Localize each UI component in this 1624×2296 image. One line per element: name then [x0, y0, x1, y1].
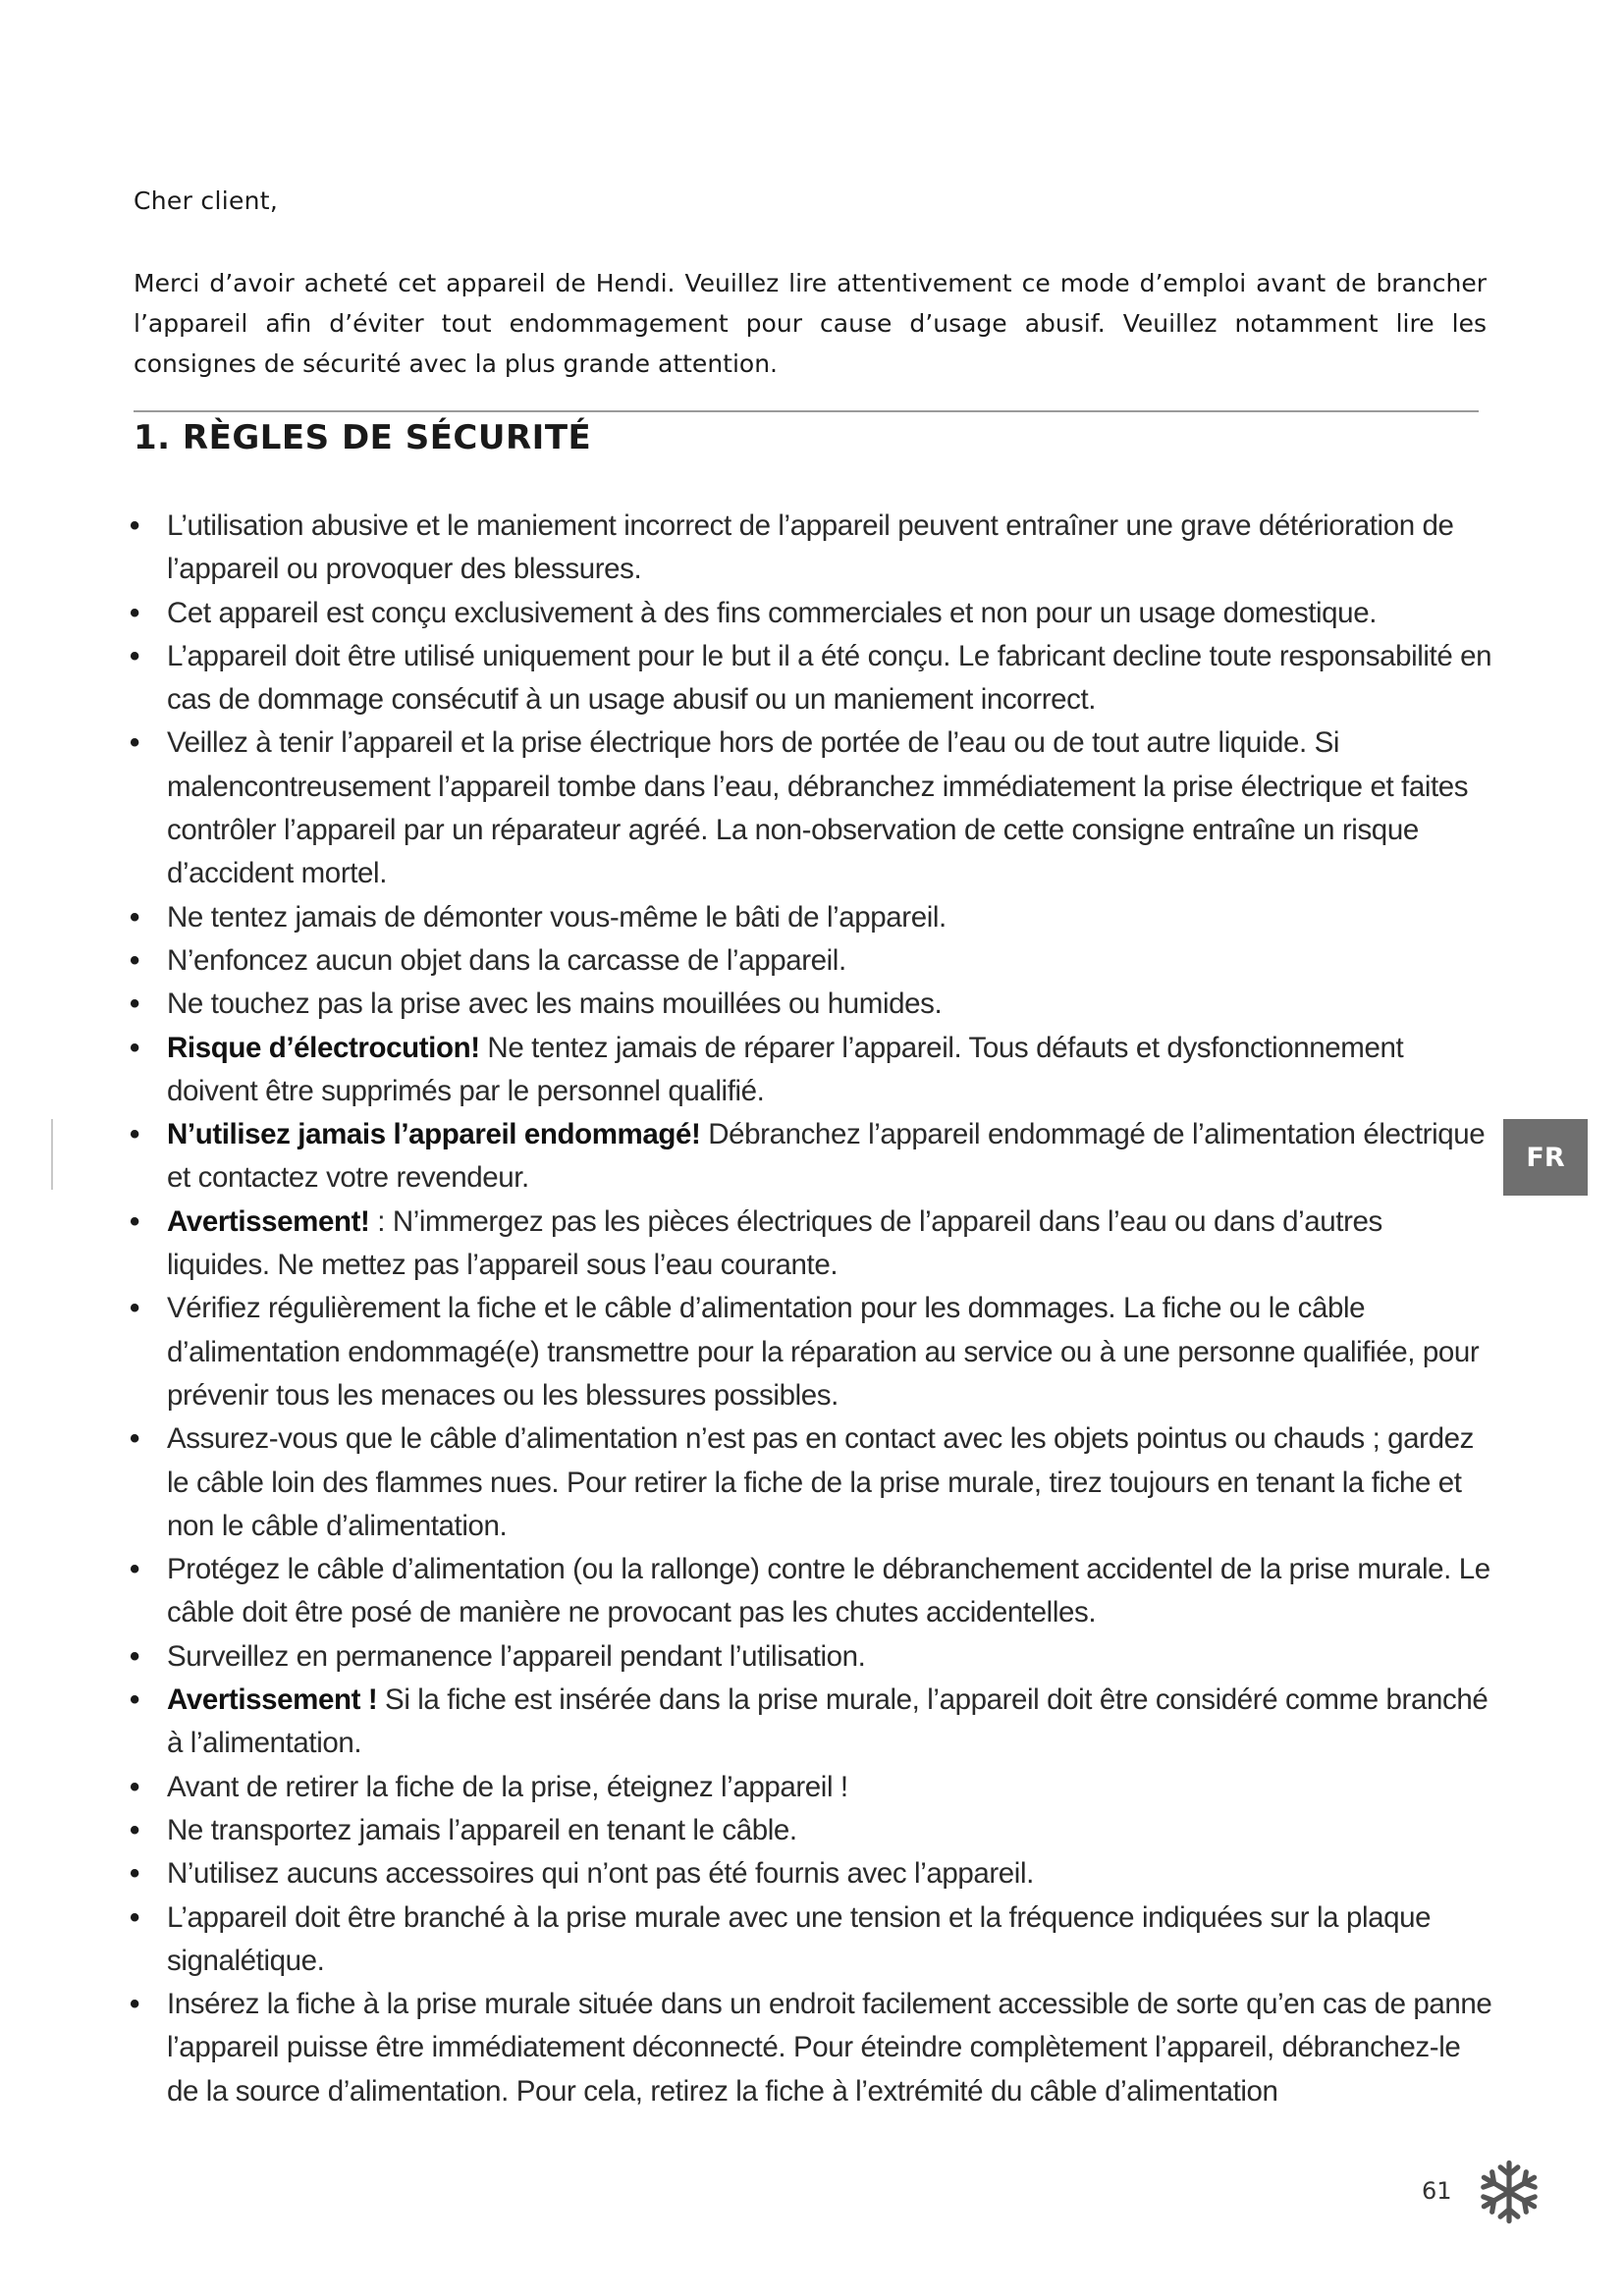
safety-rule-item: [128, 983, 1492, 1026]
section-title: 1. RÈGLES DE SÉCURITÉ: [134, 418, 592, 457]
safety-rule-item: [128, 1201, 1492, 1288]
rule-emphasis: Avertissement!: [167, 1204, 370, 1238]
bullet-icon: •: [130, 1031, 139, 1064]
greeting: Cher client,: [134, 187, 279, 215]
bullet-icon: •: [130, 509, 139, 542]
safety-rule-item: [128, 721, 1492, 895]
bullet-icon: •: [130, 596, 139, 629]
safety-rule-item: [128, 896, 1492, 939]
section-divider: [134, 410, 1479, 412]
bullet-icon: •: [130, 1292, 139, 1325]
safety-rule-item: [128, 635, 1492, 722]
rule-text: Insérez la fiche à la prise murale située dans un endroit facilement accessible de sorte qu’en cas de panne l’appareil puisse être immédiatement déconnecté. Pour éteindre complètement l’appareil, débranchez-le de la source d’alimentation. Pour cela, retirez la fiche à l’extrémité du câble d’alimentation: [167, 1988, 1492, 2108]
language-tab: FR: [1503, 1119, 1588, 1196]
safety-rule-item: [128, 1548, 1492, 1635]
rule-text: Veillez à tenir l’appareil et la prise électrique hors de portée de l’eau ou de tout autre liquide. Si malencontreusement l’appareil tombe dans l’eau, débranchez immédiatement la prise électrique et faites contrôler l’appareil par un réparateur agréé. La non-observation de cette consigne entraîne un risque d’accident mortel.: [167, 726, 1469, 890]
rule-text: Cet appareil est conçu exclusivement à des fins commerciales et non pour un usage domestique.: [167, 596, 1377, 629]
bullet-icon: •: [130, 1422, 139, 1456]
rule-text: Vérifiez régulièrement la fiche et le câble d’alimentation pour les dommages. La fiche ou le câble d’alimentation endommagé(e) transmettre pour la réparation au service ou à une personne qualifiée, pour prévenir tous les menaces ou les blessures possibles.: [167, 1292, 1480, 1412]
rule-emphasis: N’utilisez jamais l’appareil endommagé!: [167, 1118, 701, 1151]
page-number: 61: [1422, 2177, 1452, 2205]
bullet-icon: •: [130, 1900, 139, 1934]
margin-mark: [51, 1119, 53, 1190]
bullet-icon: •: [130, 1813, 139, 1846]
rule-text: L’utilisation abusive et le maniement incorrect de l’appareil peuvent entraîner une grave détérioration de l’appareil ou provoquer des blessures.: [167, 509, 1454, 586]
bullet-icon: •: [130, 1639, 139, 1673]
safety-rule-item: [128, 1766, 1492, 1809]
bullet-icon: •: [130, 900, 139, 934]
bullet-icon: •: [130, 943, 139, 977]
rule-text: Surveillez en permanence l’appareil pendant l’utilisation.: [167, 1639, 866, 1673]
rule-emphasis: Avertissement !: [167, 1683, 378, 1717]
rule-text: Ne touchez pas la prise avec les mains mouillées ou humides.: [167, 988, 943, 1021]
bullet-icon: •: [130, 988, 139, 1021]
rule-text: Assurez-vous que le câble d’alimentation n’est pas en contact avec les objets pointus ou chauds ; gardez le câble loin des flammes nues. Pour retirer la fiche de la prise murale, tirez toujours en tenant la fiche et non le câble d’alimentation.: [167, 1422, 1474, 1542]
bullet-icon: •: [130, 639, 139, 672]
bullet-icon: •: [130, 1683, 139, 1717]
safety-rule-item: [128, 1679, 1492, 1766]
intro-paragraph: Merci d’avoir acheté cet appareil de Hendi. Veuillez lire attentivement ce mode d’emploi avant de brancher l’appareil afin d’éviter tout endommagement pour cause d’usage abusif. Veuillez notamment lire les consignes de sécurité avec la plus grande attention.: [134, 269, 1487, 378]
safety-rule-item: [128, 1983, 1492, 2113]
bullet-icon: •: [130, 1553, 139, 1586]
safety-rule-item: [128, 505, 1492, 592]
rule-text: L’appareil doit être branché à la prise murale avec une tension et la fréquence indiquées sur la plaque signalétique.: [167, 1900, 1432, 1977]
safety-rule-item: [128, 1635, 1492, 1679]
bullet-icon: •: [130, 726, 139, 760]
safety-rule-item: [128, 1113, 1492, 1201]
bullet-icon: •: [130, 1988, 139, 2021]
safety-rule-item: [128, 1852, 1492, 1896]
safety-rule-item: [128, 1287, 1492, 1417]
bullet-icon: •: [130, 1204, 139, 1238]
rule-text: Débranchez l’appareil endommagé de l’alimentation électrique et contactez votre revendeur.: [167, 1118, 1486, 1195]
rule-text: L’appareil doit être utilisé uniquement pour le but il a été conçu. Le fabricant decline toute responsabilité en cas de dommage consécutif à un usage abusif ou un maniement incorrect.: [167, 639, 1492, 717]
bullet-icon: •: [130, 1118, 139, 1151]
rule-text: N’enfoncez aucun objet dans la carcasse de l’appareil.: [167, 943, 846, 977]
snowflake-icon: [1473, 2156, 1545, 2228]
safety-rules-list: [128, 505, 1492, 2113]
safety-rule-item: [128, 1027, 1492, 1114]
rule-text: Avant de retirer la fiche de la prise, éteignez l’appareil !: [167, 1770, 848, 1803]
safety-rule-item: [128, 1417, 1492, 1548]
rule-text: : N’immergez pas les pièces électriques de l’appareil dans l’eau ou dans d’autres liquides. Ne mettez pas l’appareil sous l’eau courante.: [167, 1204, 1382, 1282]
rule-text: Protégez le câble d’alimentation (ou la rallonge) contre le débranchement accidentel de la prise murale. Le câble doit être posé de manière ne provocant pas les chutes accidentelles.: [167, 1553, 1490, 1629]
rule-text: N’utilisez aucuns accessoires qui n’ont pas été fournis avec l’appareil.: [167, 1857, 1034, 1891]
rule-text: Ne tentez jamais de démonter vous-même le bâti de l’appareil.: [167, 900, 947, 934]
rule-text: Ne transportez jamais l’appareil en tenant le câble.: [167, 1813, 797, 1846]
rule-emphasis: Risque d’électrocution!: [167, 1031, 480, 1064]
safety-rule-item: [128, 592, 1492, 635]
rule-text: Ne tentez jamais de réparer l’appareil. Tous défauts et dysfonctionnement doivent être supprimés par le personnel qualifié.: [167, 1031, 1404, 1107]
bullet-icon: •: [130, 1857, 139, 1891]
safety-rule-item: [128, 1896, 1492, 1984]
bullet-icon: •: [130, 1770, 139, 1803]
safety-rule-item: [128, 1809, 1492, 1852]
rule-text: Si la fiche est insérée dans la prise murale, l’appareil doit être considéré comme branché à l’alimentation.: [167, 1683, 1489, 1760]
safety-rule-item: [128, 939, 1492, 983]
